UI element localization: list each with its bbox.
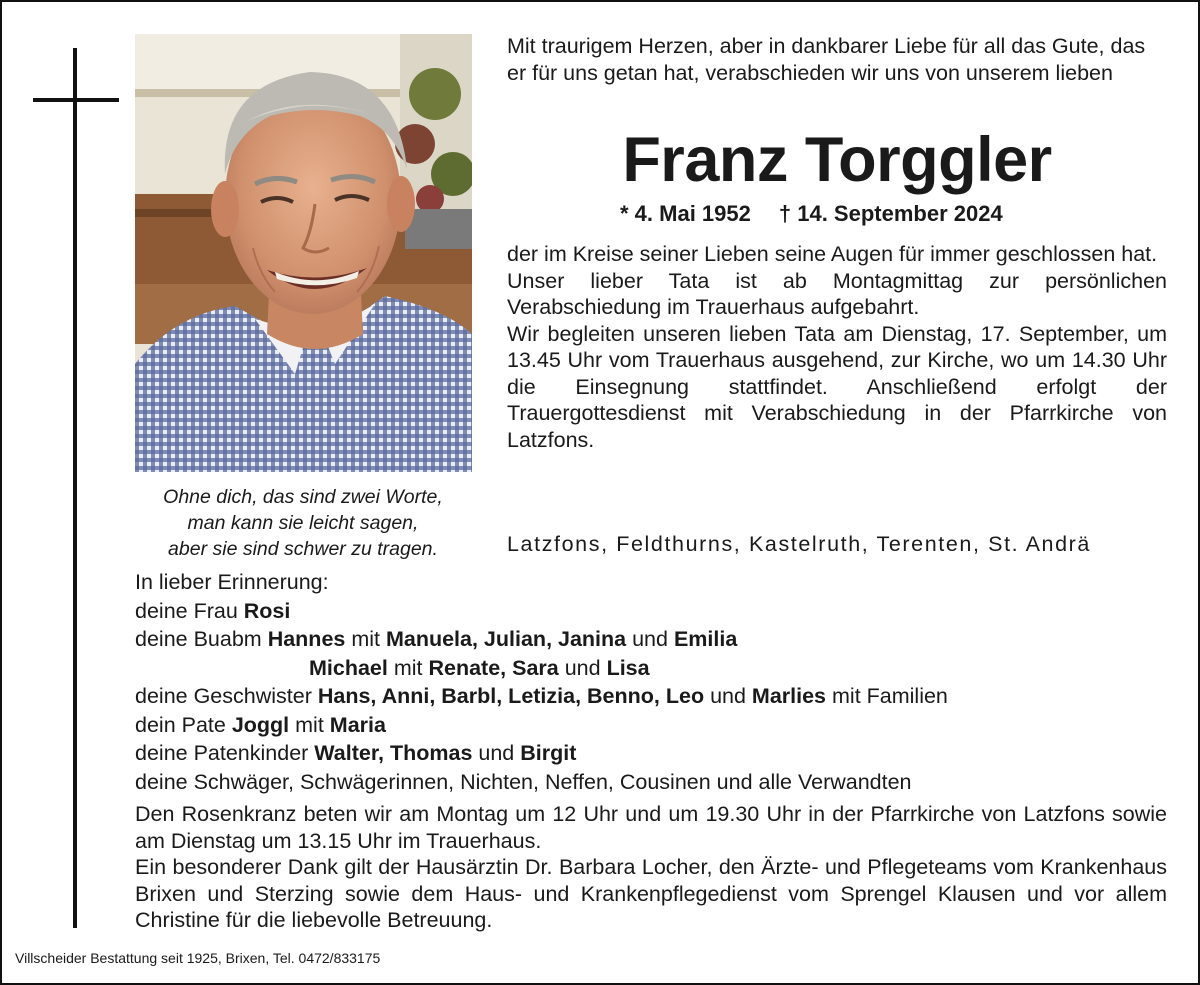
memorial-quote: [118, 484, 488, 562]
announcement-body: [507, 241, 1167, 453]
portrait-photo: [135, 34, 472, 472]
family-row-relatives: deine Schwäger, Schwägerinnen, Nichten, Neffen, Cousinen und alle Verwandten: [135, 769, 912, 794]
family-row-siblings: deine Geschwister Hans, Anni, Barbl, Letizia, Benno, Leo und Marlies mit Familien: [135, 684, 948, 708]
places-list: Latzfons, Feldthurns, Kastelruth, Terenten, St. Andrä: [507, 532, 1091, 556]
family-list: [135, 568, 1175, 796]
body-paragraph: der im Kreise seiner Lieben seine Augen für immer geschlossen hat.: [507, 242, 1158, 266]
closing-text: [135, 801, 1167, 934]
funeral-home-footer: Villscheider Bestattung seit 1925, Brixen, Tel. 0472/833175: [15, 950, 381, 966]
intro-text: Mit traurigem Herzen, aber in dankbarer Liebe für all das Gute, das er für uns getan hat, verabschieden wir uns von unserem lieben: [507, 34, 1146, 85]
quote-line: Ohne dich, das sind zwei Worte,: [163, 486, 443, 508]
deceased-name: Franz Torggler: [622, 125, 1052, 195]
family-row-wife: deine Frau Rosi: [135, 598, 291, 623]
cross-icon: [73, 48, 77, 928]
family-heading: In lieber Erinnerung:: [135, 570, 329, 594]
thanks-paragraph: Ein besonderer Dank gilt der Hausärztin Dr. Barbara Locher, den Ärzte- und Pflegeteams vom Krankenhaus Brixen und Sterzing sowie dem Haus- und Krankenpflegedienst vom Sprengel Klausen und vor allem Christine für die liebevolle Betreuung.: [135, 855, 1167, 932]
family-row-godchildren: deine Patenkinder Walter, Thomas und Birgit: [135, 741, 577, 765]
cross-icon-bar: [33, 98, 119, 102]
wife-name: Rosi: [243, 598, 291, 623]
family-row-son1: deine Buabm Hannes mit Manuela, Julian, Janina und Emilia: [135, 627, 738, 651]
life-dates: [620, 200, 1003, 228]
family-row-godfather: dein Pate Joggl mit Maria: [135, 712, 386, 737]
birth-date: * 4. Mai 1952: [620, 201, 751, 226]
quote-line: man kann sie leicht sagen,: [187, 512, 419, 534]
death-date: † 14. September 2024: [778, 201, 1003, 226]
rosary-paragraph: Den Rosenkranz beten wir am Montag um 12 Uhr und um 19.30 Uhr in der Pfarrkirche von Latzfons sowie am Dienstag um 13.15 Uhr im Trauerhaus.: [135, 802, 1167, 853]
body-paragraph: Wir begleiten unseren lieben Tata am Dienstag, 17. September, um 13.45 Uhr vom Trauerhaus ausgehend, zur Kirche, wo um 14.30 Uhr die Einsegnung stattfindet. Anschließend erfolgt der Trauergottesdienst mit Verabschiedung in der Pfarrkirche von Latzfons.: [507, 321, 1167, 452]
body-paragraph: Unser lieber Tata ist ab Montagmittag zur persönlichen Verabschiedung im Trauerhaus aufgebahrt.: [507, 268, 1167, 319]
quote-line: aber sie sind schwer zu tragen.: [168, 538, 438, 560]
family-row-son2: Michael mit Renate, Sara und Lisa: [309, 655, 650, 680]
